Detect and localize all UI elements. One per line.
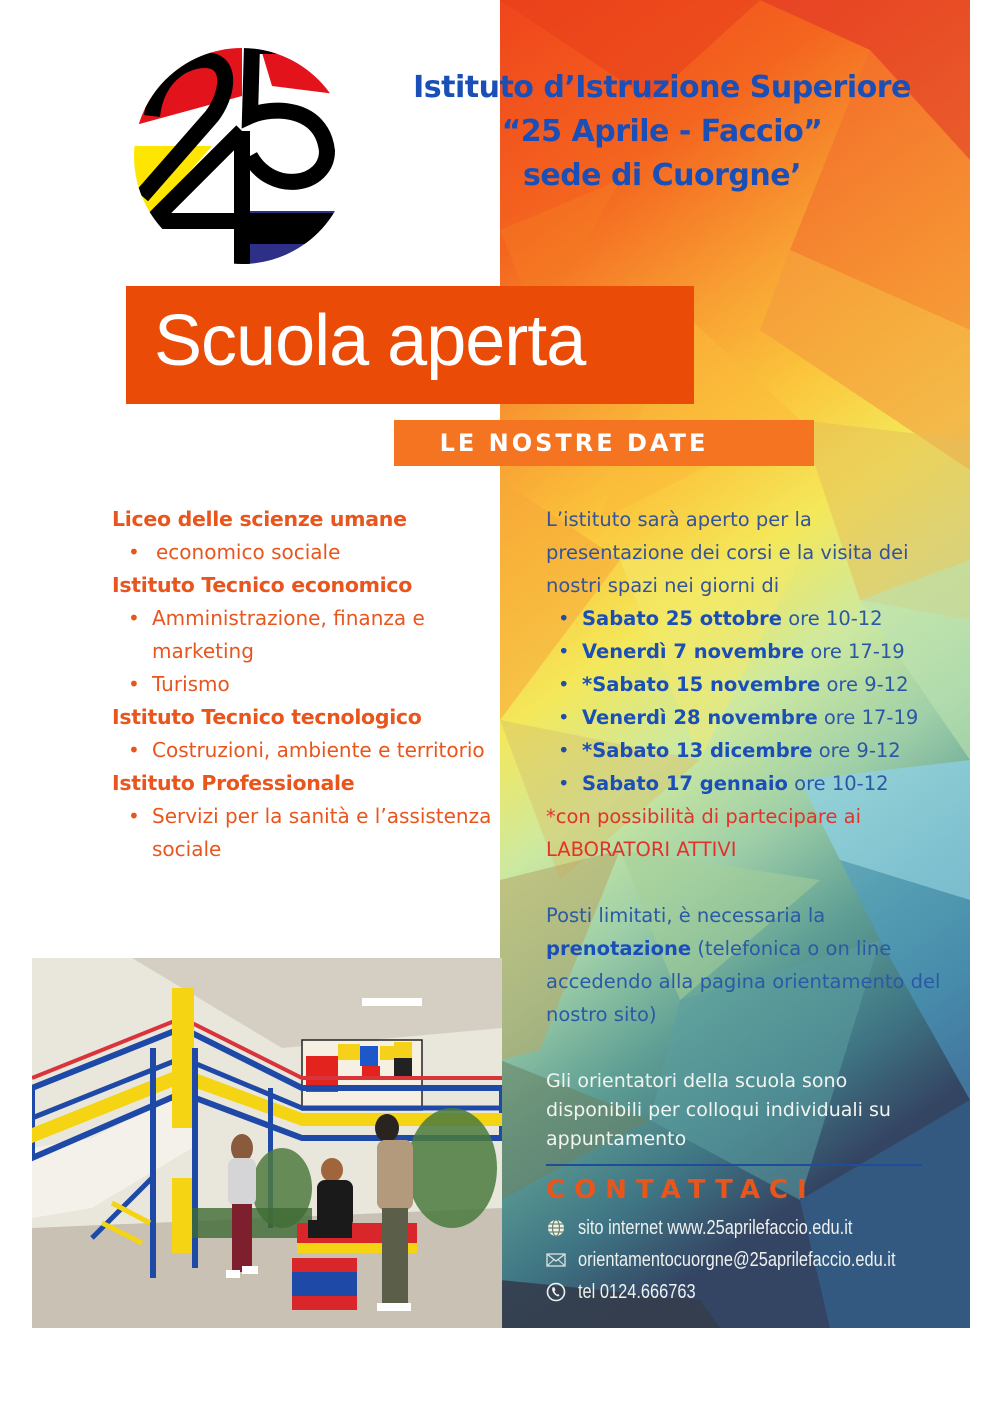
bullet-icon: • [128,606,140,630]
globe-icon [546,1218,566,1238]
bullet-icon: • [558,673,570,696]
bullet-icon: • [558,706,570,729]
contact-title: CONTATTACI [546,1175,816,1205]
bullet-icon: • [128,738,140,762]
date-item: • Venerdì 7 novembre ore 17-19 [546,635,946,668]
contact-phone[interactable]: tel 0124.666763 [546,1276,965,1308]
title-line-2: “25 Aprile - Faccio” [501,114,823,149]
title-line-3: sede di Cuorgne’ [522,158,802,193]
bullet-icon: • [558,607,570,630]
school-atrium-photo [32,958,502,1328]
contact-website[interactable]: sito internet www.25aprilefaccio.edu.it [546,1212,965,1244]
course-item: • Amministrazione, finanza e marketing [112,602,492,668]
scuola-aperta-banner [126,286,694,404]
labs-note: *con possibilità di partecipare ai LABORATORI ATTIVI [546,805,862,861]
bullet-icon: • [128,672,140,696]
course-category: Istituto Tecnico tecnologico [112,705,422,729]
date-item: • Sabato 25 ottobre ore 10-12 [546,602,946,635]
bullet-icon: • [558,640,570,663]
courses-list [112,503,492,866]
school-logo [132,36,352,266]
course-item: • economico sociale [112,536,492,569]
course-item: • Costruzioni, ambiente e territorio [112,734,492,767]
intro-text: L’istituto sarà aperto per la presentazione dei corsi e la visita dei nostri spazi nei giorni di [546,508,909,597]
date-item: • Sabato 17 gennaio ore 10-12 [546,767,946,800]
dates-bar-label: LE NOSTRE DATE [439,429,709,457]
bullet-icon: • [128,804,140,828]
bullet-icon: • [558,739,570,762]
title-line-1: Istituto d’Istruzione Superiore [413,70,911,105]
course-category: Liceo delle scienze umane [112,507,407,531]
date-item: • *Sabato 13 dicembre ore 9-12 [546,734,946,767]
contact-list [546,1212,965,1308]
dates-list [546,602,946,800]
course-category: Istituto Professionale [112,771,355,795]
phone-icon [546,1282,566,1302]
logo-25-45-icon [132,36,352,266]
our-dates-bar [394,420,814,466]
banner-title: Scuola aperta [154,301,586,381]
contact-email[interactable]: orientamentocuorgne@25aprilefaccio.edu.it [546,1244,965,1276]
course-item: • Turismo [112,668,492,701]
booking-highlight: prenotazione [546,937,692,960]
course-item: • Servizi per la sanità e l’assistenza sociale [112,800,492,866]
date-item: • Venerdì 28 novembre ore 17-19 [546,701,946,734]
course-category: Istituto Tecnico economico [112,573,413,597]
open-day-info [546,503,946,1154]
poster [32,0,970,1328]
booking-text: Posti limitati, è necessaria la prenotazione (telefonica o on line accedendo alla pagina orientamento del nostro sito) [546,904,941,1026]
envelope-icon [546,1250,566,1270]
orientation-text: Gli orientatori della scuola sono disponibili per colloqui individuali su appuntamento [546,1070,891,1150]
contact-divider [546,1164,922,1166]
bullet-icon: • [128,540,140,564]
school-title [372,66,952,198]
date-item: • *Sabato 15 novembre ore 9-12 [546,668,946,701]
bullet-icon: • [558,772,570,795]
